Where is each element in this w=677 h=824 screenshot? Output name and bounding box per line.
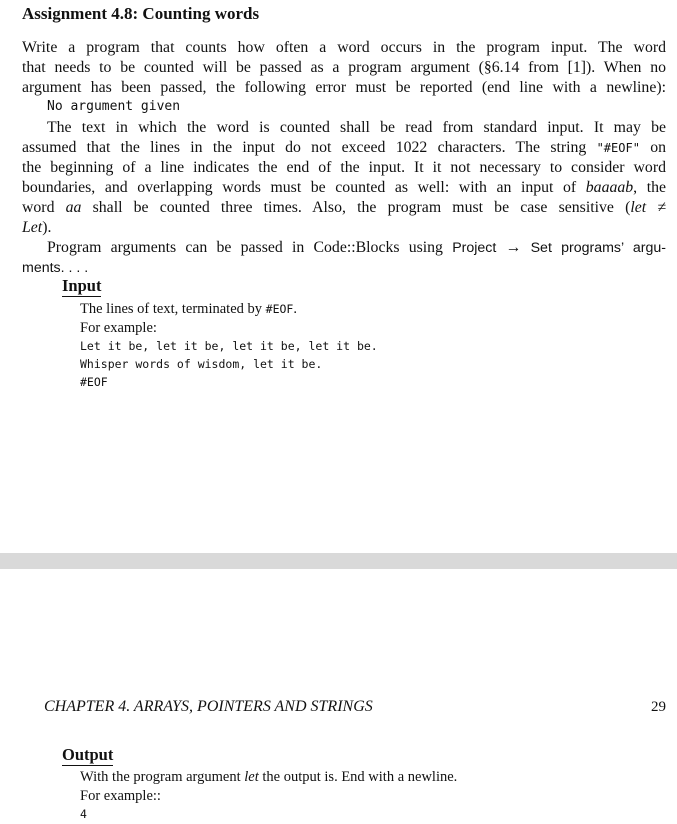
output-example-label: For example:: [80,788,161,804]
para2-line1: The text in which the word is counted shall be read from standard input. It may be [47,119,666,136]
para3-line2: ments. . . . [22,260,89,276]
para2-line3: the beginning of a line indicates the end of the input. It it not necessary to consider word [22,159,666,176]
para2-line4: boundaries, and overlapping words must be counted as well: with an input of baaaab, the [22,179,667,196]
menu-set-arguments: Set programs’ argu- [530,240,666,256]
eof-string: "#EOF" [596,141,640,155]
assignment-heading: Assignment 4.8: Counting words [22,4,260,23]
para1-line1: Write a program that counts how often a word occurs in the program input. The word [22,39,666,56]
input-description: The lines of text, terminated by #EOF. [80,301,297,317]
input-heading: Input [62,276,102,295]
para1-line2: that needs to be counted will be passed as a program argument (§6.14 from [1]). When no [22,59,666,76]
output-description: With the program argument let the output is. End with a newline. [80,769,458,785]
input-example-line: #EOF [80,375,108,389]
output-example-value: 4 [80,807,87,821]
output-heading: Output [62,745,114,764]
para2-line6: Let). [22,219,52,236]
page-separator [0,553,677,569]
para3-line1: Program arguments can be passed in Code::Blocks using Project → Set programs’ argu- [47,239,666,256]
error-message: No argument given [47,99,181,114]
para1-line3: argument has been passed, the following error must be reported (end line with a newline): [22,79,666,96]
para2-line5: word aa shall be counted three times. Also, the program must be case sensitive (let ≠ [22,199,666,216]
page-number: 29 [651,699,666,715]
chapter-header: CHAPTER 4. ARRAYS, POINTERS AND STRINGS [44,698,373,715]
para2-line2: assumed that the lines in the input do not exceed 1022 characters. The string "#EOF" on [22,139,666,156]
input-example-line: Whisper words of wisdom, let it be. [80,357,323,371]
input-example-line: Let it be, let it be, let it be, let it be. [80,339,378,353]
input-example-label: For example: [80,320,157,336]
menu-project: Project [452,240,497,256]
